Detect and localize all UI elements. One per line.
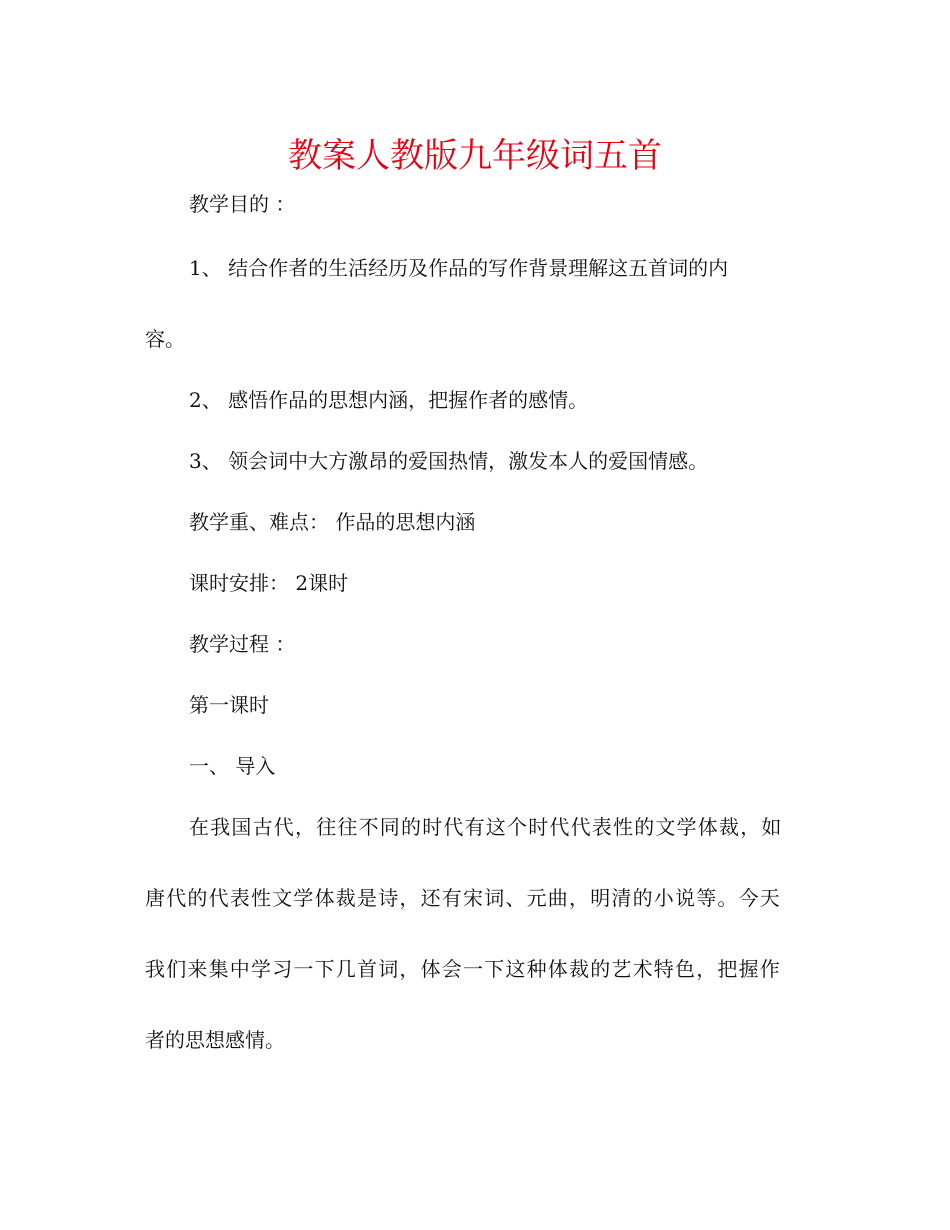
- objective-3: 3、 领会词中大方激昂的爱国热情，激发本人的爱国情感。: [189, 449, 709, 473]
- class-schedule: 课时安排： 2课时: [189, 571, 349, 595]
- intro-paragraph-line-2: 唐代的代表性文学体裁是诗，还有宋词、元曲，明清的小说等。今天: [145, 886, 781, 910]
- intro-paragraph-line-1: 在我国古代，往往不同的时代有这个时代代表性的文学体裁，如: [189, 815, 783, 839]
- process-heading: 教学过程 ：: [189, 632, 296, 656]
- objective-1-line-2: 容。: [145, 327, 185, 351]
- objective-1-line-1: 1、 结合作者的生活经历及作品的写作背景理解这五首词的内: [189, 256, 729, 280]
- intro-paragraph-line-3: 我们来集中学习一下几首词，体会一下这种体裁的艺术特色，把握作: [145, 957, 781, 981]
- objectives-heading: 教学目的 ：: [189, 192, 296, 216]
- lesson-one-heading: 第一课时: [189, 693, 269, 717]
- key-points: 教学重、难点： 作品的思想内涵: [189, 510, 476, 534]
- section-one-heading: 一、 导入: [189, 754, 276, 778]
- objective-2: 2、 感悟作品的思想内涵，把握作者的感情。: [189, 388, 589, 412]
- intro-paragraph-line-4: 者的思想感情。: [145, 1028, 285, 1052]
- document-title: 教案人教版九年级词五首: [288, 136, 662, 176]
